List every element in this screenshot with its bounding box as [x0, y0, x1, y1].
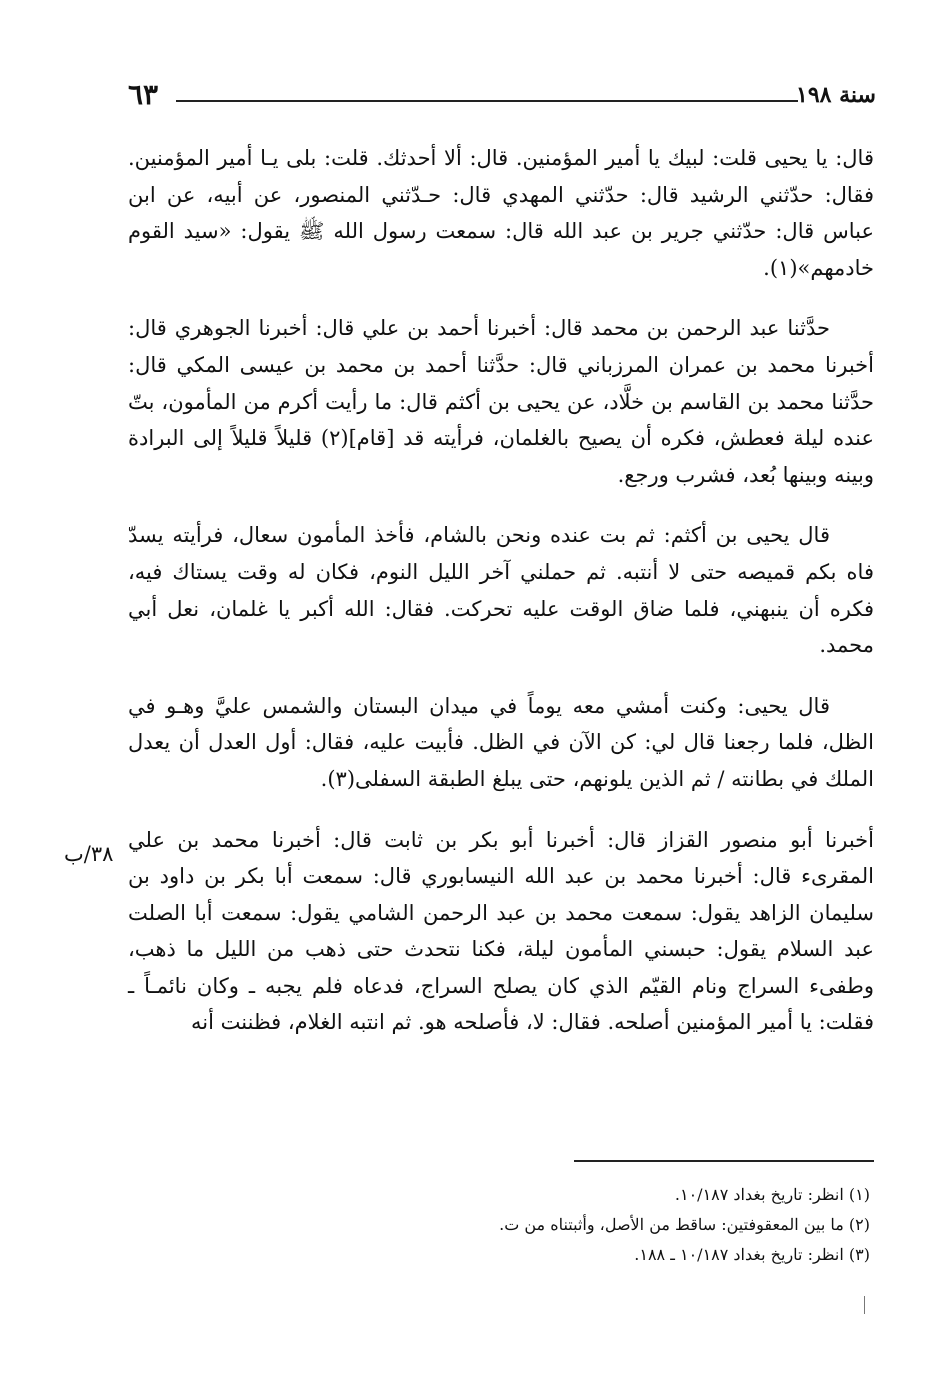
footnote: (٢) ما بين المعقوفتين: ساقط من الأصل، وأثبتناه من ت. — [499, 1215, 870, 1234]
paragraph: قال يحيى بن أكثم: ثم بت عنده ونحن بالشام، فأخذ المأمون سعال، فرأيته يسدّ فاه بكم قميصه حتى لا أنتبه. ثم حملني آخر الليل النوم، فكان له وقت يستاك فيه، فكره أن ينبهني، فلما ضاق الوقت عليه تحركت. فقال: الله أكبر يا غلمان، نعل أبي محمد. — [128, 523, 874, 658]
header-rule — [176, 100, 798, 102]
paragraph: أخبرنا أبو منصور القزاز قال: أخبرنا أبو بكر بن ثابت قال: أخبرنا محمد بن علي المقرىء قال: أخبرنا محمد بن عبد الله النيسابوري قال: سمعت أبا بكر بن داود بن سليمان الزاهد يقول: سمعت محمد بن عبد الرحمن الشامي يقول: سمعت أبا الصلت عبد السلام يقول: حبسني المأمون ليلة، فكنا نتحدث حتى ذهب من الليل ما ذهب، وطفىء السراج ونام القيّم الذي كان يصلح السراج، فدعاه فلم يجبه ـ وكان نائمـاً ـ فقلت: يا أمير المؤمنين أصلحه. فقال: لا، فأصلحه هو. ثم انتبه الغلام، فظننت أنه — [128, 827, 874, 1035]
footnotes — [170, 1180, 870, 1270]
main-text — [128, 140, 874, 1065]
paragraph: قال: يا يحيى قلت: لبيك يا أمير المؤمنين. قال: ألا أحدثك. قلت: بلى يـا أمير المؤمنين. فقال: حدّثني الرشيد قال: حدّثني المهدي قال: حـدّثني المنصور، عن أبيه، عن ابن عباس قال: حدّثني جرير بن عبد الله قال: سمعت رسول الله ﷺ يقول: «سيد القوم خادمهم»(١). — [128, 146, 874, 280]
running-header — [128, 78, 876, 118]
footnote: (١) انظر: تاريخ بغداد ١٠/١٨٧. — [674, 1185, 870, 1204]
footnote: (٣) انظر: تاريخ بغداد ١٠/١٨٧ ـ ١٨٨. — [634, 1245, 870, 1264]
paragraph: حدَّثنا عبد الرحمن بن محمد قال: أخبرنا أحمد بن علي قال: أخبرنا الجوهري قال: أخبرنا محمد بن عمران المرزباني قال: حدَّثنا أحمد بن محمد بن عيسى المكي قال: حدَّثنا محمد بن القاسم بن خلَّاد، عن يحيى بن أكثم قال: ما رأيت أكرم من المأمون، بتّ عنده ليلة فعطش، فكره أن يصيح بالغلمان، فرأيته قد [قام](٢) قليلاً قليلاً إلى البرادة وبينه وبينها بُعد، فشرب ورجع. — [128, 316, 874, 487]
manuscript-folio-note: ٣٨/ب — [64, 842, 114, 866]
paragraph: قال يحيى: وكنت أمشي معه يوماً في ميدان البستان والشمس عليَّ وهـو في الظل، فلما رجعنا قال لي: كن الآن في الظل. فأبيت عليه، فقال: أول العدل أن يعدل الملك في بطانته / ثم الذين يلونهم، حتى يبلغ الطبقة السفلى(٣). — [128, 693, 874, 791]
scan-edge-mark — [864, 1296, 865, 1314]
year-label: سنة ١٩٨ — [796, 82, 876, 108]
page-number: ٦٣ — [128, 78, 159, 111]
footnote-divider — [574, 1160, 874, 1162]
